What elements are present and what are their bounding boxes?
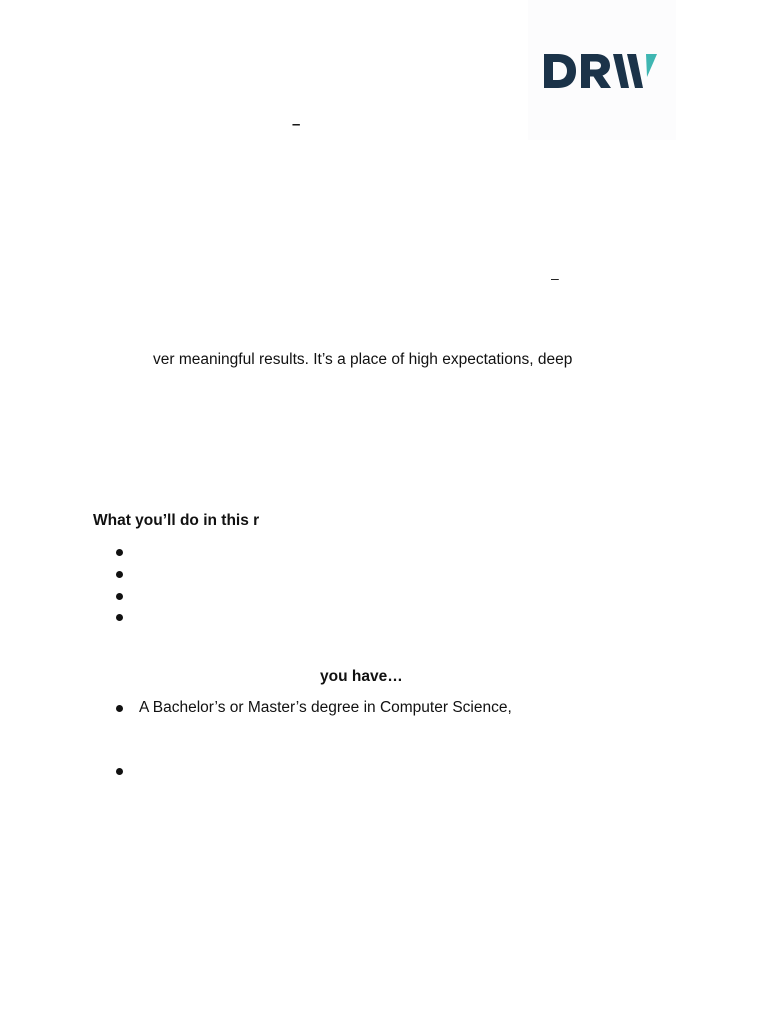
bullet-dot [116, 705, 123, 712]
dash-fragment: – [551, 270, 559, 286]
qualification-item: A Bachelor’s or Master’s degree in Computer Science, [139, 699, 512, 716]
drw-logo-icon [543, 53, 659, 89]
company-logo [528, 0, 676, 140]
role-heading: What you’ll do in this r [93, 512, 260, 529]
bullet-dot [116, 593, 123, 600]
body-text-fragment: ver meaningful results. It’s a place of high expectations, deep [153, 351, 573, 368]
bullet-dot [116, 768, 123, 775]
dash-fragment: – [292, 116, 301, 133]
bullet-dot [116, 614, 123, 621]
bullet-dot [116, 549, 123, 556]
bullet-dot [116, 571, 123, 578]
qualifications-heading: you have… [320, 668, 403, 685]
